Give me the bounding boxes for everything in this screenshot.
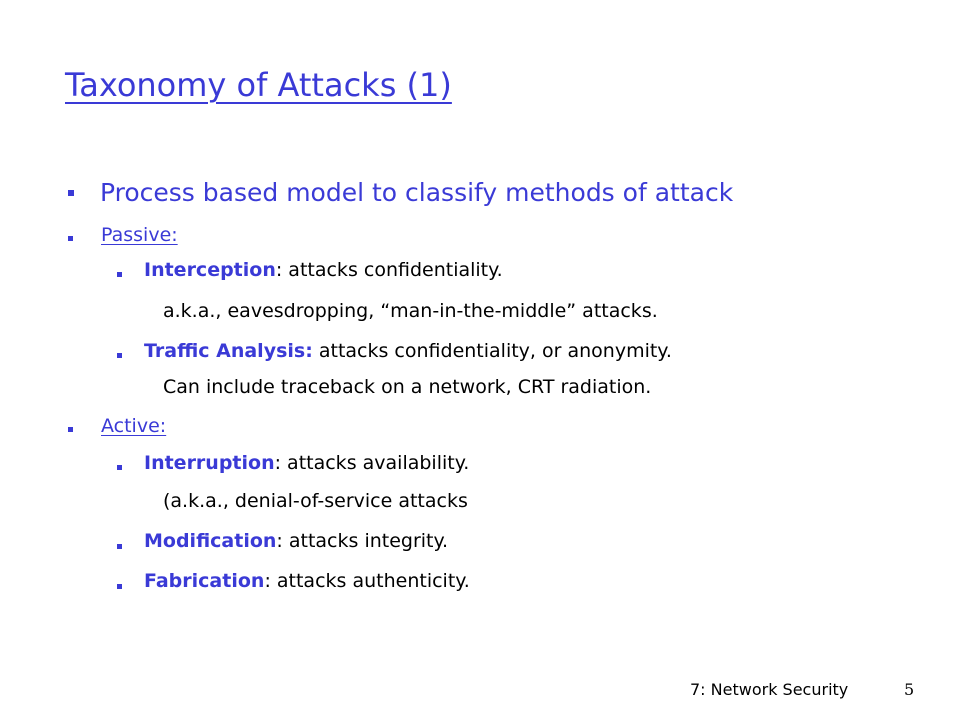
modification-desc: attacks integrity.: [282, 530, 449, 552]
fabrication-sep: :: [264, 570, 271, 592]
modification-term: Modification: [144, 530, 277, 552]
bullet-icon: [117, 353, 122, 358]
slide-title: Taxonomy of Attacks (1): [65, 66, 452, 104]
interception-sep: :: [275, 259, 283, 281]
bullet-icon: [117, 544, 122, 549]
footer-label: 7: Network Security: [690, 680, 849, 699]
bullet-icon: [117, 584, 122, 589]
modification-item: [144, 530, 448, 552]
interruption-item: [144, 452, 469, 474]
traffic-analysis-item: [144, 340, 672, 362]
bullet-icon: [68, 427, 73, 432]
interruption-sep: :: [274, 452, 282, 474]
fabrication-item: [144, 570, 470, 592]
interception-item: [144, 259, 503, 281]
modification-sep: :: [276, 530, 283, 552]
interruption-desc: attacks availability.: [281, 452, 470, 474]
fabrication-desc: attacks authenticity.: [270, 570, 470, 592]
intro-bullet: Process based model to classify methods of attack: [100, 178, 734, 207]
passive-heading: Passive:: [101, 224, 178, 246]
fabrication-term: Fabrication: [144, 570, 265, 592]
bullet-icon: [117, 465, 122, 470]
active-heading: Active:: [101, 415, 167, 437]
interruption-note: (a.k.a., denial-of-service attacks: [163, 490, 468, 512]
interception-note: a.k.a., eavesdropping, “man-in-the-middle” attacks.: [163, 300, 658, 322]
traffic-analysis-note: Can include traceback on a network, CRT radiation.: [163, 376, 652, 398]
bullet-icon: [68, 190, 74, 196]
bullet-icon: [117, 272, 122, 277]
interruption-term: Interruption: [144, 452, 275, 474]
traffic-analysis-desc: attacks confidentiality, or anonymity.: [312, 340, 672, 362]
traffic-analysis-term: Traffic Analysis:: [144, 340, 313, 362]
interception-term: Interception: [144, 259, 276, 281]
bullet-icon: [68, 236, 73, 241]
interception-desc: attacks confidentiality.: [282, 259, 503, 281]
page-number: 5: [904, 680, 915, 699]
